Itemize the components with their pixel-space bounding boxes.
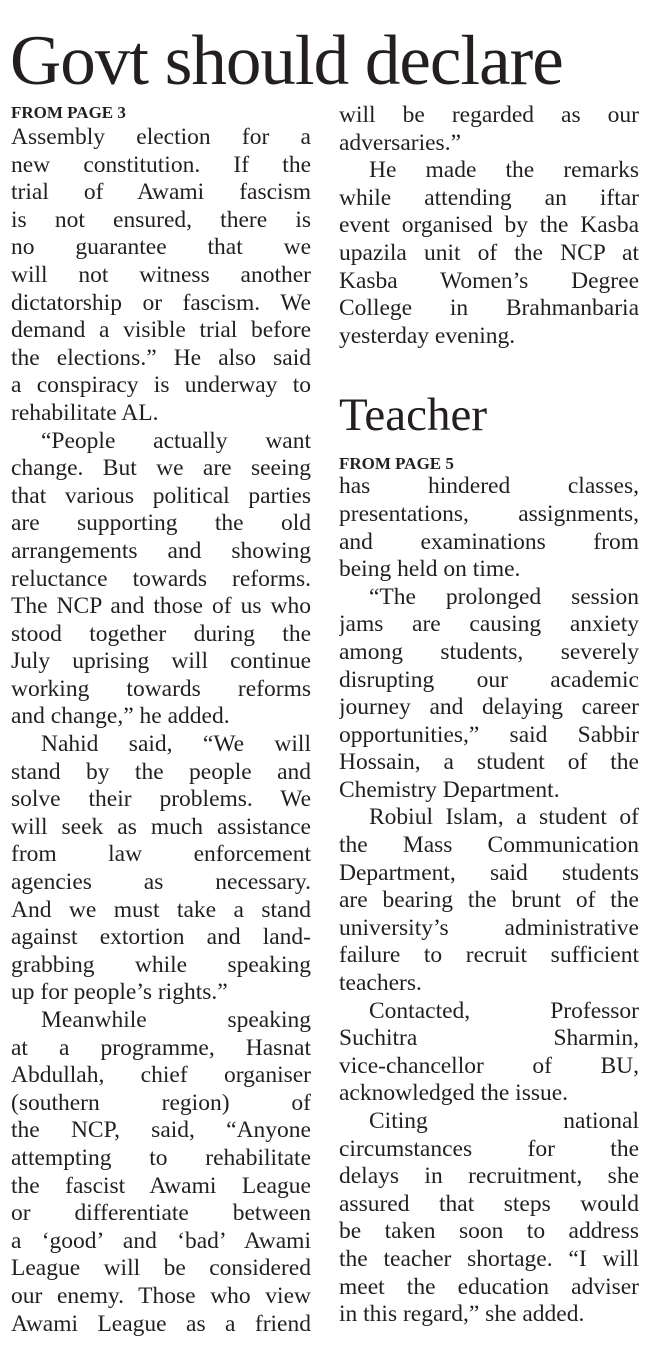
body-text-line: no guarantee that we [11, 234, 311, 261]
body-text-line: Citing national [369, 1108, 639, 1134]
body-text-line: “People actually want [41, 427, 311, 454]
body-text-line: against extortion and land- [11, 924, 311, 951]
body-text-line: Abdullah, chief organiser [11, 1062, 311, 1089]
body-text-line: presentations, assignments, [339, 500, 639, 527]
body-text-line: Robiul Islam, a student of [369, 804, 639, 831]
body-text-line: or differentiate between [11, 1200, 311, 1227]
body-text-line: the NCP, said, “Anyone [11, 1117, 311, 1144]
body-text-line: is not ensured, there is [11, 206, 311, 233]
body-text-line: Assembly election for a [11, 124, 311, 150]
body-text-line: university’s administrative [339, 914, 639, 941]
body-text-line: delays in recruitment, she [339, 1163, 639, 1190]
body-text-line: a ‘good’ and ‘bad’ Awami [11, 1227, 311, 1254]
body-text-line: at a programme, Hasnat [11, 1034, 311, 1061]
body-text-line: arrangements and showing [11, 537, 311, 564]
body-text-line: our enemy. Those who view [11, 1282, 311, 1309]
body-text-line: meet the education adviser [339, 1273, 639, 1300]
body-text-line: Nahid said, “We will [41, 731, 311, 758]
body-text-line: demand a visible trial before [11, 317, 311, 344]
jump-label: FROM PAGE 5 [339, 454, 454, 474]
body-text-line: upazila unit of the NCP at [339, 239, 639, 266]
body-text-line: and change,” he added. [11, 703, 230, 730]
body-text-line: are bearing the brunt of the [339, 887, 639, 914]
body-text-line: journey and delaying career [339, 694, 639, 721]
body-text-line: change. But we are seeing [11, 455, 311, 482]
body-text-line: Contacted, Professor [369, 997, 639, 1024]
body-text-line: opportunities,” said Sabbir [339, 721, 639, 748]
left-column [11, 102, 311, 1338]
body-text-line: yesterday evening. [339, 322, 516, 349]
body-text-line: And we must take a stand [11, 896, 311, 923]
story-headline: Govt should declare [10, 22, 563, 100]
body-text-line: among students, severely [339, 638, 639, 665]
body-text-line: attempting to rehabilitate [11, 1144, 311, 1171]
body-text-line: “The prolonged session [369, 583, 639, 610]
body-text-line: assured that steps would [339, 1190, 639, 1217]
body-text-line: in this regard,” she added. [339, 1301, 585, 1328]
body-text-line: jams are causing anxiety [339, 611, 639, 638]
body-text-line: dictatorship or fascism. We [11, 289, 311, 316]
body-text-line: be taken soon to address [339, 1218, 639, 1245]
body-text-line: League will be considered [11, 1255, 311, 1282]
body-text-line: Suchitra Sharmin, [339, 1025, 639, 1052]
body-text-line: solve their problems. We [11, 786, 311, 813]
body-text-line: teachers. [339, 970, 422, 997]
body-text-line: Kasba Women’s Degree [339, 267, 639, 294]
body-text-line: The NCP and those of us who [11, 593, 311, 620]
body-text-line: will be regarded as our [339, 102, 639, 128]
body-text-line: the fascist Awami League [11, 1172, 311, 1199]
body-text-line: Chemistry Department. [339, 776, 560, 803]
body-text-line: He made the remarks [369, 157, 639, 184]
body-text-line: the Mass Communication [339, 832, 639, 859]
body-text-line: are supporting the old [11, 510, 311, 537]
body-text-line: stand by the people and [11, 758, 311, 785]
body-text-line: while attending an iftar [339, 184, 639, 211]
body-text-line: reluctance towards reforms. [11, 565, 311, 592]
body-text-line: July uprising will continue [11, 648, 311, 675]
body-text-line: up for people’s rights.” [11, 979, 228, 1006]
body-text-line: circumstances for the [339, 1135, 639, 1162]
body-text-line: new constitution. If the [11, 151, 311, 178]
body-text-line: the teacher shortage. “I will [339, 1245, 639, 1272]
body-text-line: rehabilitate AL. [11, 399, 159, 426]
body-text-line: from law enforcement [11, 841, 311, 868]
body-text-line: grabbing while speaking [11, 951, 311, 978]
body-text-line: Department, said students [339, 859, 639, 886]
body-text-line: adversaries.” [339, 129, 461, 156]
right-column [339, 102, 639, 1329]
body-text-line: Meanwhile speaking [41, 1007, 311, 1033]
body-text-line: the elections.” He also said [11, 344, 311, 371]
body-text-line: has hindered classes, [339, 473, 639, 500]
body-text-line: Hossain, a student of the [339, 749, 639, 776]
body-text-line: acknowledged the issue. [339, 1080, 569, 1107]
body-text-line: being held on time. [339, 556, 521, 583]
body-text-line: event organised by the Kasba [339, 212, 639, 239]
body-text-line: agencies as necessary. [11, 869, 311, 896]
body-text-line: working towards reforms [11, 675, 311, 702]
body-text-line: will not witness another [11, 261, 311, 288]
body-text-line: disrupting our academic [339, 666, 639, 693]
body-text-line: (southern region) of [11, 1089, 311, 1116]
body-text-line: and examinations from [339, 528, 639, 555]
body-text-line: failure to recruit sufficient [339, 942, 639, 969]
body-text-line: stood together during the [11, 620, 311, 647]
jump-label: FROM PAGE 3 [11, 103, 126, 122]
body-text-line: a conspiracy is underway to [11, 372, 311, 399]
body-text-line: vice-chancellor of BU, [339, 1052, 639, 1079]
body-text-line: will seek as much assistance [11, 813, 311, 840]
body-text-line: trial of Awami fascism [11, 179, 311, 206]
body-text-line: Awami League as a friend [11, 1310, 311, 1337]
body-text-line: College in Brahmanbaria [339, 295, 639, 322]
story-headline-teacher: Teacher [339, 389, 488, 442]
body-text-line: that various political parties [11, 482, 311, 509]
